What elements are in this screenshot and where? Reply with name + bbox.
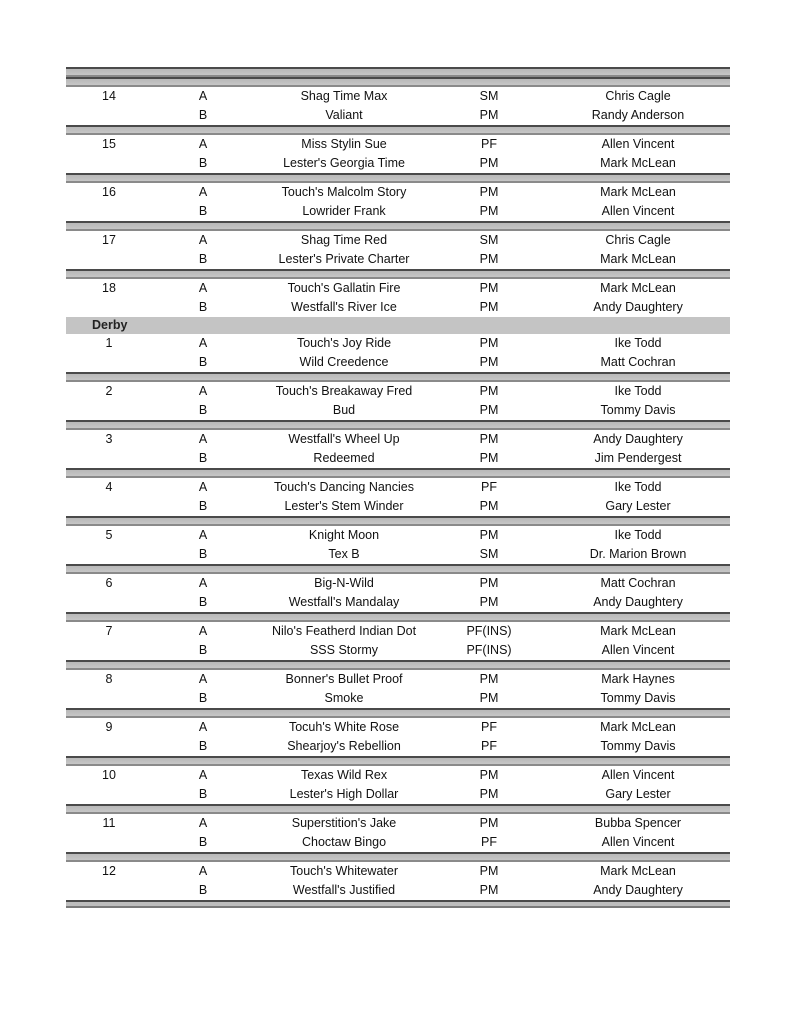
handler-name: Matt Cochran (600, 355, 676, 369)
dog-class: PM (479, 691, 499, 705)
table-row (66, 574, 730, 593)
brace-number: 17 (102, 233, 116, 247)
table-row (66, 87, 730, 106)
dog-name: Tocuh's White Rose (288, 720, 400, 734)
dog-class: PM (479, 595, 499, 609)
dog-name: Lester's Private Charter (278, 252, 410, 266)
section-header: Derby (66, 317, 730, 334)
dog-class: PM (479, 432, 499, 446)
dog-name: Superstition's Jake (291, 816, 397, 830)
dog-name: Bonner's Bullet Proof (285, 672, 403, 686)
flight-letter: B (198, 252, 208, 266)
flight-letter: B (198, 835, 208, 849)
flight-letter: A (198, 480, 208, 494)
dog-name: Shag Time Red (300, 233, 388, 247)
handler-name: Tommy Davis (600, 403, 676, 417)
dog-class: PM (479, 336, 499, 350)
table-row (66, 766, 730, 785)
handler-name: Matt Cochran (600, 576, 676, 590)
dog-class: PM (479, 672, 499, 686)
handler-name: Tommy Davis (600, 739, 676, 753)
dog-class: PM (479, 768, 499, 782)
brace-divider (66, 269, 730, 279)
flight-letter: A (198, 137, 208, 151)
dog-class: PM (479, 384, 499, 398)
brace-group (66, 478, 730, 516)
dog-name: Touch's Whitewater (290, 864, 398, 878)
flight-letter: B (198, 204, 208, 218)
flight-letter: B (198, 451, 208, 465)
dog-class: PF (481, 137, 497, 151)
brace-group (66, 183, 730, 221)
handler-name: Andy Daughtery (593, 883, 683, 897)
draw-sheet (66, 67, 730, 908)
brace-group (66, 574, 730, 612)
table-row (66, 718, 730, 737)
dog-class: PF (481, 720, 497, 734)
dog-class: PF(INS) (466, 643, 512, 657)
dog-name: Wild Creedence (299, 355, 389, 369)
dog-class: SM (479, 89, 499, 103)
table-row (66, 526, 730, 545)
dog-class: PM (479, 883, 499, 897)
table-row (66, 497, 730, 516)
dog-class: PF (481, 835, 497, 849)
handler-name: Mark McLean (600, 156, 676, 170)
brace-divider (66, 804, 730, 814)
brace-divider (66, 420, 730, 430)
table-row (66, 202, 730, 221)
dog-name: Big-N-Wild (314, 576, 374, 590)
brace-group (66, 382, 730, 420)
brace-number: 4 (105, 480, 113, 494)
dog-class: PM (479, 185, 499, 199)
brace-divider (66, 564, 730, 574)
dog-name: Redeemed (313, 451, 375, 465)
handler-name: Gary Lester (605, 499, 671, 513)
handler-name: Mark McLean (600, 185, 676, 199)
dog-class: PM (479, 300, 499, 314)
dog-class: PM (479, 108, 499, 122)
brace-divider (66, 173, 730, 183)
handler-name: Allen Vincent (601, 204, 675, 218)
dog-class: SM (479, 547, 499, 561)
flight-letter: B (198, 787, 208, 801)
dog-name: Touch's Breakaway Fred (275, 384, 413, 398)
brace-number: 15 (102, 137, 116, 151)
flight-letter: B (198, 691, 208, 705)
table-row (66, 382, 730, 401)
handler-name: Mark McLean (600, 864, 676, 878)
dog-class: PM (479, 499, 499, 513)
table-row (66, 106, 730, 125)
flight-letter: A (198, 576, 208, 590)
flight-letter: A (198, 816, 208, 830)
dog-name: Westfall's River Ice (291, 300, 397, 314)
brace-number: 7 (105, 624, 113, 638)
dog-class: PM (479, 355, 499, 369)
dog-class: PM (479, 204, 499, 218)
dog-class: PM (479, 576, 499, 590)
dog-class: PM (479, 156, 499, 170)
dog-class: SM (479, 233, 499, 247)
table-row (66, 545, 730, 564)
handler-name: Bubba Spencer (594, 816, 682, 830)
flight-letter: B (198, 300, 208, 314)
dog-class: PM (479, 281, 499, 295)
brace-number: 2 (105, 384, 113, 398)
table-row (66, 737, 730, 756)
brace-group (66, 87, 730, 125)
table-row (66, 833, 730, 852)
table-row (66, 862, 730, 881)
handler-name: Ike Todd (614, 384, 662, 398)
handler-name: Andy Daughtery (593, 432, 683, 446)
dog-name: Miss Stylin Sue (301, 137, 387, 151)
flight-letter: A (198, 432, 208, 446)
dog-class: PM (479, 787, 499, 801)
handler-name: Dr. Marion Brown (589, 547, 687, 561)
handler-name: Allen Vincent (601, 768, 675, 782)
dog-name: Westfall's Wheel Up (288, 432, 400, 446)
flight-letter: A (198, 672, 208, 686)
handler-name: Jim Pendergest (594, 451, 682, 465)
flight-letter: A (198, 336, 208, 350)
handler-name: Tommy Davis (600, 691, 676, 705)
dog-class: PF (481, 480, 497, 494)
flight-letter: B (198, 595, 208, 609)
flight-letter: B (198, 499, 208, 513)
brace-group (66, 718, 730, 756)
brace-number: 8 (105, 672, 113, 686)
brace-group (66, 862, 730, 900)
dog-name: Touch's Malcolm Story (281, 185, 407, 199)
brace-group (66, 622, 730, 660)
handler-name: Ike Todd (614, 336, 662, 350)
flight-letter: A (198, 624, 208, 638)
brace-divider (66, 612, 730, 622)
handler-name: Chris Cagle (605, 89, 671, 103)
brace-number: 12 (102, 864, 116, 878)
handler-name: Mark Haynes (601, 672, 675, 686)
dog-name: Nilo's Featherd Indian Dot (271, 624, 417, 638)
dog-class: PM (479, 864, 499, 878)
flight-letter: A (198, 89, 208, 103)
brace-divider (66, 660, 730, 670)
dog-class: PM (479, 252, 499, 266)
flight-letter: A (198, 720, 208, 734)
handler-name: Ike Todd (614, 480, 662, 494)
dog-class: PF (481, 739, 497, 753)
table-row (66, 250, 730, 269)
dog-name: Shag Time Max (300, 89, 388, 103)
dog-class: PM (479, 528, 499, 542)
handler-name: Gary Lester (605, 787, 671, 801)
brace-group (66, 334, 730, 372)
dog-class: PM (479, 816, 499, 830)
handler-name: Randy Anderson (591, 108, 685, 122)
brace-divider (66, 516, 730, 526)
table-row (66, 353, 730, 372)
handler-name: Ike Todd (614, 528, 662, 542)
brace-group (66, 430, 730, 468)
handler-name: Allen Vincent (601, 835, 675, 849)
table-row (66, 231, 730, 250)
brace-group (66, 814, 730, 852)
table-row (66, 298, 730, 317)
dog-name: Tex B (328, 547, 360, 561)
flight-letter: A (198, 864, 208, 878)
table-row (66, 279, 730, 298)
handler-name: Andy Daughtery (593, 300, 683, 314)
handler-name: Mark McLean (600, 281, 676, 295)
table-row (66, 430, 730, 449)
brace-divider (66, 77, 730, 87)
dog-name: Shearjoy's Rebellion (287, 739, 401, 753)
handler-name: Mark McLean (600, 624, 676, 638)
flight-letter: B (198, 108, 208, 122)
flight-letter: A (198, 768, 208, 782)
dog-name: Touch's Gallatin Fire (287, 281, 401, 295)
brace-number: 9 (105, 720, 113, 734)
table-row (66, 401, 730, 420)
flight-letter: B (198, 883, 208, 897)
table-row (66, 449, 730, 468)
table-row (66, 135, 730, 154)
dog-name: Texas Wild Rex (300, 768, 388, 782)
flight-letter: B (198, 403, 208, 417)
table-row (66, 334, 730, 353)
dog-name: Smoke (324, 691, 364, 705)
brace-divider (66, 756, 730, 766)
flight-letter: A (198, 281, 208, 295)
brace-number: 16 (102, 185, 116, 199)
brace-divider (66, 468, 730, 478)
dog-class: PF(INS) (466, 624, 512, 638)
brace-divider (66, 708, 730, 718)
top-rule (66, 67, 730, 77)
table-row (66, 183, 730, 202)
dog-name: Knight Moon (308, 528, 380, 542)
table-row (66, 881, 730, 900)
flight-letter: B (198, 547, 208, 561)
dog-name: Touch's Joy Ride (296, 336, 392, 350)
brace-number: 10 (102, 768, 116, 782)
flight-letter: A (198, 528, 208, 542)
dog-name: Lowrider Frank (302, 204, 386, 218)
table-row (66, 814, 730, 833)
table-row (66, 154, 730, 173)
dog-name: Lester's Georgia Time (283, 156, 405, 170)
brace-group (66, 135, 730, 173)
brace-number: 11 (102, 816, 116, 830)
brace-number: 18 (102, 281, 116, 295)
dog-name: Touch's Dancing Nancies (274, 480, 414, 494)
dog-name: Choctaw Bingo (301, 835, 387, 849)
brace-group (66, 766, 730, 804)
dog-name: Lester's High Dollar (289, 787, 399, 801)
table-row (66, 593, 730, 612)
table-row (66, 785, 730, 804)
handler-name: Chris Cagle (605, 233, 671, 247)
flight-letter: A (198, 233, 208, 247)
table-row (66, 670, 730, 689)
brace-number: 14 (102, 89, 116, 103)
brace-number: 1 (105, 336, 113, 350)
handler-name: Allen Vincent (601, 137, 675, 151)
brace-number: 3 (105, 432, 113, 446)
table-row (66, 689, 730, 708)
handler-name: Mark McLean (600, 252, 676, 266)
table-row (66, 641, 730, 660)
table-row (66, 478, 730, 497)
brace-group (66, 670, 730, 708)
bottom-rule (66, 900, 730, 908)
flight-letter: B (198, 739, 208, 753)
dog-name: Westfall's Mandalay (288, 595, 400, 609)
handler-name: Andy Daughtery (593, 595, 683, 609)
brace-divider (66, 221, 730, 231)
brace-group (66, 526, 730, 564)
brace-group (66, 231, 730, 269)
flight-letter: B (198, 355, 208, 369)
dog-name: Bud (332, 403, 356, 417)
dog-name: SSS Stormy (309, 643, 379, 657)
brace-divider (66, 125, 730, 135)
handler-name: Allen Vincent (601, 643, 675, 657)
brace-divider (66, 372, 730, 382)
flight-letter: B (198, 156, 208, 170)
dog-class: PM (479, 403, 499, 417)
flight-letter: A (198, 185, 208, 199)
dog-name: Lester's Stem Winder (284, 499, 404, 513)
flight-letter: A (198, 384, 208, 398)
brace-number: 5 (105, 528, 113, 542)
brace-divider (66, 852, 730, 862)
dog-class: PM (479, 451, 499, 465)
table-row (66, 622, 730, 641)
dog-name: Valiant (325, 108, 363, 122)
brace-number: 6 (105, 576, 113, 590)
brace-group (66, 279, 730, 317)
handler-name: Mark McLean (600, 720, 676, 734)
dog-name: Westfall's Justified (292, 883, 396, 897)
flight-letter: B (198, 643, 208, 657)
